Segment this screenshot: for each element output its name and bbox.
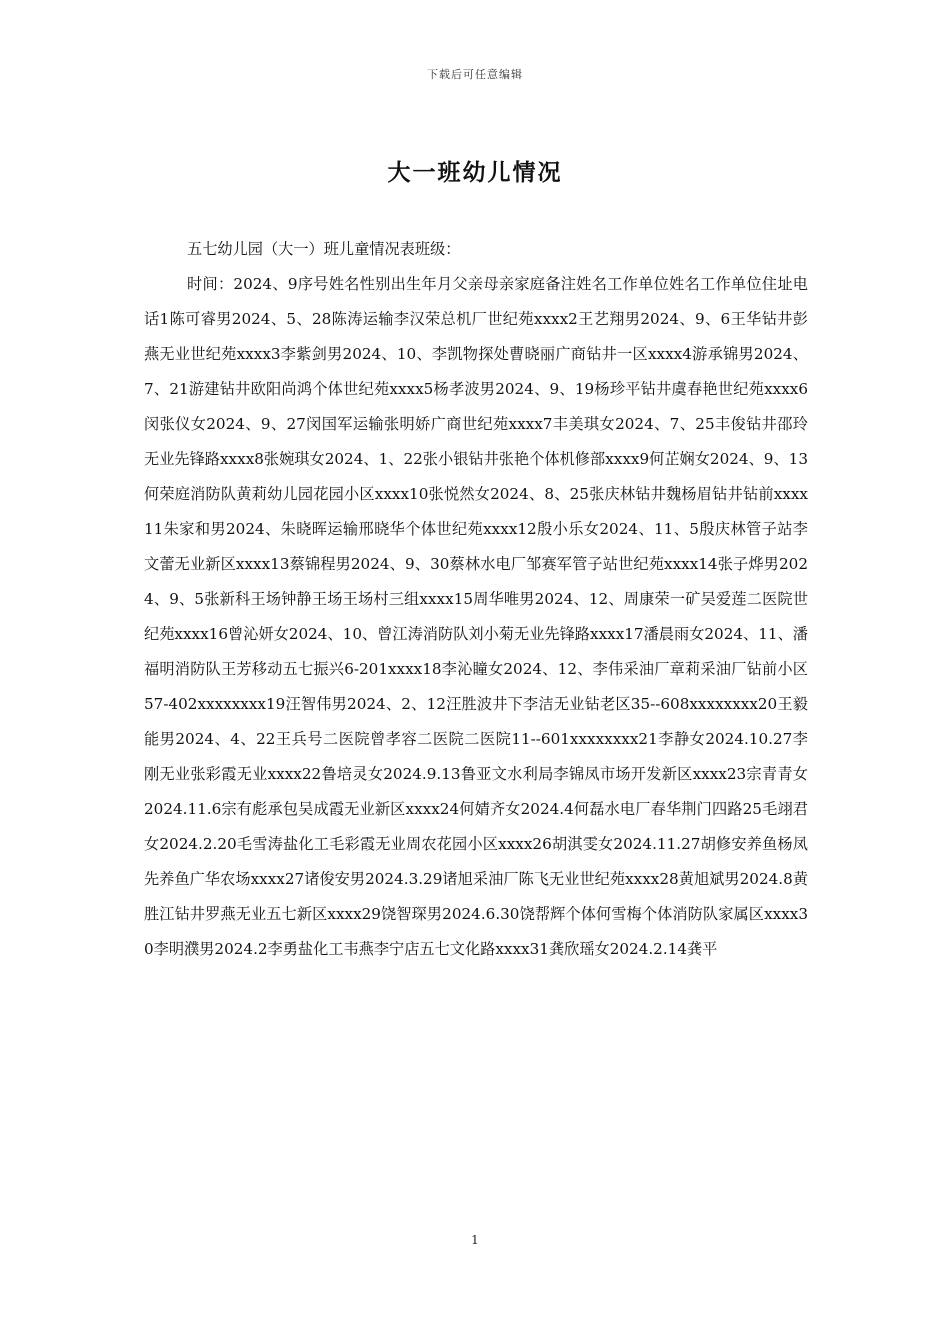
page-number: 1 (471, 1233, 479, 1247)
document-body (144, 232, 808, 967)
intro-paragraph: 五七幼儿园（大一）班儿童情况表班级： (187, 240, 461, 258)
page-header-note: 下载后可任意编辑 (427, 68, 523, 81)
document-title: 大一班幼儿情况 (387, 159, 563, 186)
roster-paragraph: 时间：2024、9序号姓名性别出生年月父亲母亲家庭备注姓名工作单位姓名工作单位住址电话1陈可睿男2024、5、28陈涛运输李汉荣总机厂世纪苑xxxx2王艺翔男2024、9、6王华钻井彭燕无业世纪苑xxxx3李紫剑男2024、10、李凯物探处曹晓丽广商钻井一区xxxx4游承锦男2024、7、21游建钻井欧阳尚鸿个体世纪苑xxxx5杨孝波男2024、9、19杨珍平钻井虞春艳世纪苑xxxx6闵张仪女2024、9、27闵国军运输张明娇广商世纪苑xxxx7丰美琪女2024、7、25丰俊钻井邵玲无业先锋路xxxx8张婉琪女2024、1、22张小银钻井张艳个体机修部xxxx9何芷娴女2024、9、13何荣庭消防队黄莉幼儿园花园小区xxxx10张悦然女2024、8、25张庆林钻井魏杨眉钻井钻前xxxx11朱家和男2024、朱晓晖运输邢晓华个体世纪苑xxxx12殷小乐女2024、11、5殷庆林管子站李文蕾无业新区xxxx13蔡锦程男2024、9、30蔡林水电厂邹赛军管子站世纪苑xxxx14张子烨男2024、9、5张新科王场钟静王场王场村三组xxxx15周华唯男2024、12、周康荣一矿吴爱莲二医院世纪苑xxxx16曾沁妍女2024、10、曾江涛消防队刘小菊无业先锋路xxxx17潘晨雨女2024、11、潘福明消防队王芳移动五七振兴6-201xxxx18李沁瞳女2024、12、李伟采油厂章莉采油厂钻前小区57-402xxxxxxxx19汪智伟男2024、2、12汪胜波井下李洁无业钻老区35--608xxxxxxxx20王毅能男2024、4、22王兵号二医院曾孝容二医院二医院11--601xxxxxxxx21李静女2024.10.27李刚无业张彩霞无业xxxx22鲁培灵女2024.9.13鲁亚文水利局李锦凤市场开发新区xxxx23宗青青女2024.11.6宗有彪承包吴成霞无业新区xxxx24何婧齐女2024.4何磊水电厂春华荆门四路25毛翊君女2024.2.20毛雪涛盐化工毛彩霞无业周农花园小区xxxx26胡淇雯女2024.11.27胡修安养鱼杨凤先养鱼广华农场xxxx27诸俊安男2024.3.29诸旭采油厂陈飞无业世纪苑xxxx28黄旭斌男2024.8黄胜江钻井罗燕无业五七新区xxxx29饶智琛男2024.6.30饶帮辉个体何雪梅个体消防队家属区xxxx30李明濮男2024.2李勇盐化工韦燕李宁店五七文化路xxxx31龚欣瑶女2024.2.14龚平 (144, 275, 808, 958)
